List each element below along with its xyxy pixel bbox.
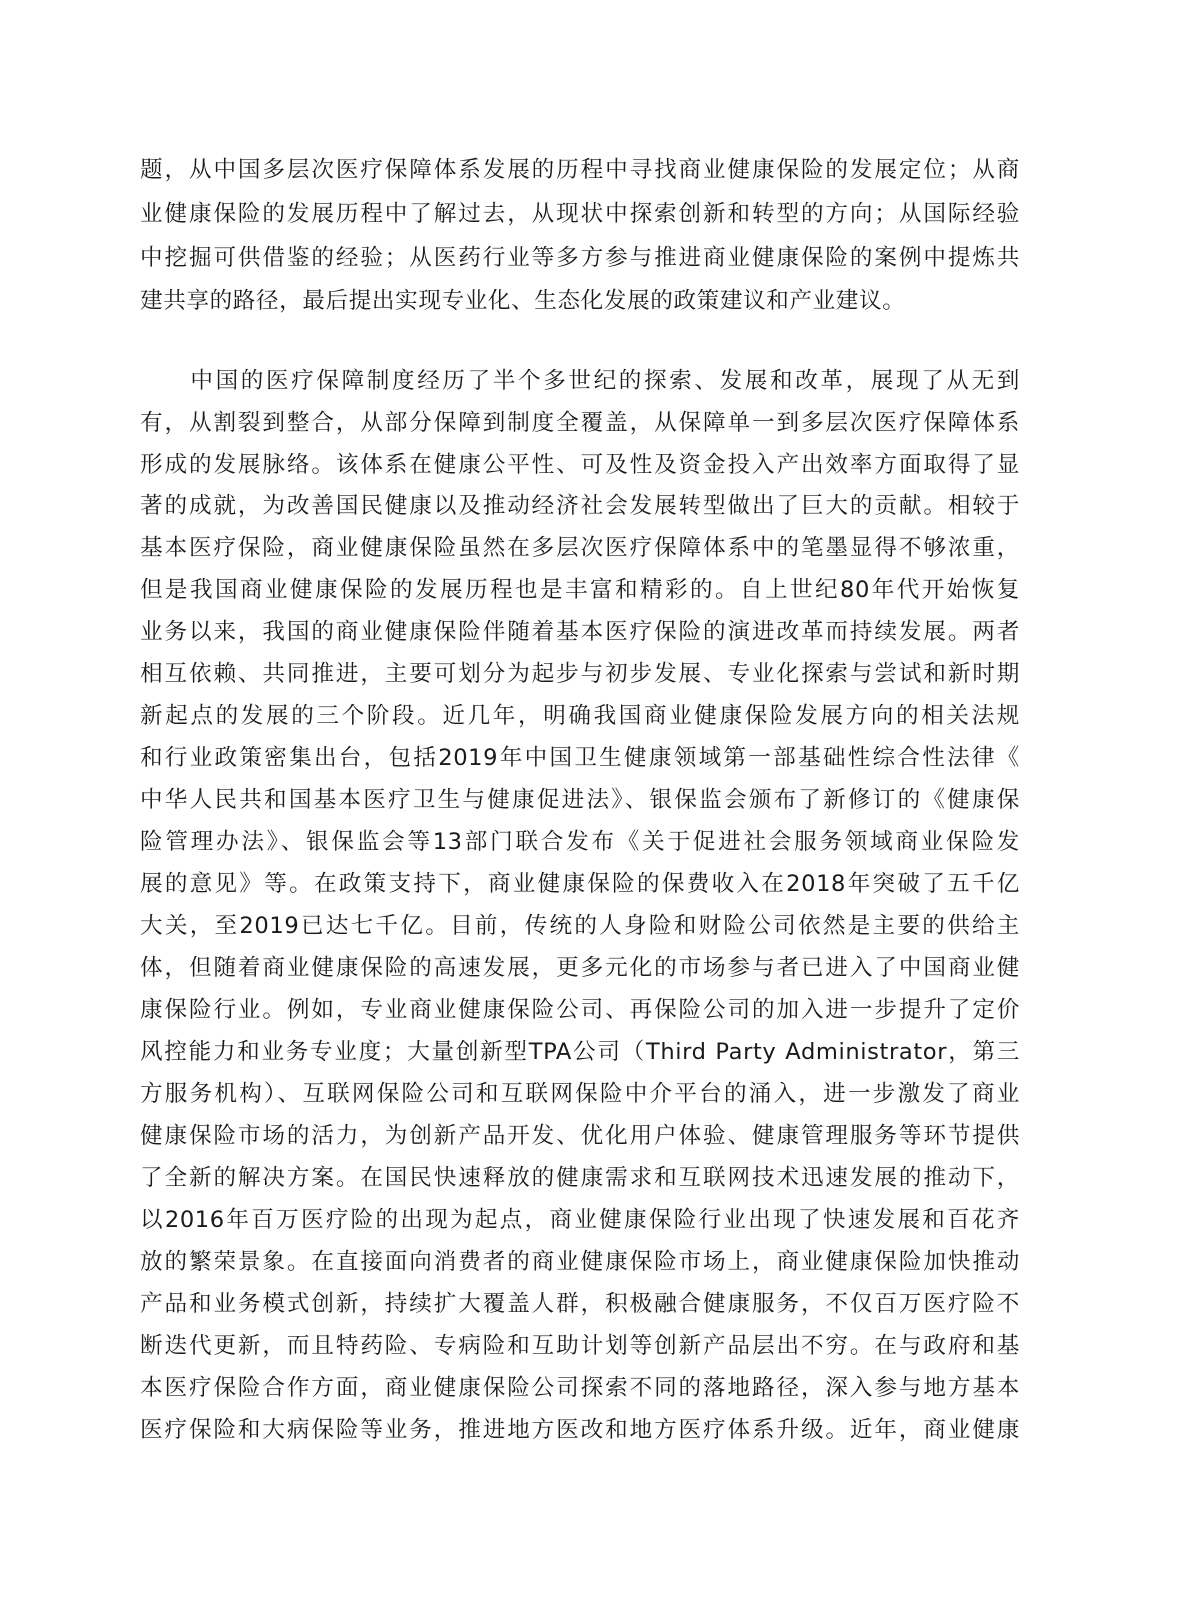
paragraph-1-line-1: 题，从中国多层次医疗保障体系发展的历程中寻找商业健康保险的发展定位；从商 (140, 157, 1020, 183)
paragraph-2-line-20: 了全新的解决方案。在国民快速释放的健康需求和互联网技术迅速发展的推动下， (140, 1165, 1020, 1191)
paragraph-2-line-4: 著的成就，为改善国民健康以及推动经济社会发展转型做出了巨大的贡献。相较于 (140, 493, 1020, 519)
paragraph-2-line-22: 放的繁荣景象。在直接面向消费者的商业健康保险市场上，商业健康保险加快推动 (140, 1249, 1020, 1275)
paragraph-2-line-14: 大关，至2019已达七千亿。目前，传统的人身险和财险公司依然是主要的供给主 (140, 913, 1020, 939)
paragraph-2-line-5: 基本医疗保险，商业健康保险虽然在多层次医疗保障体系中的笔墨显得不够浓重， (140, 535, 1020, 561)
paragraph-2-line-3: 形成的发展脉络。该体系在健康公平性、可及性及资金投入产出效率方面取得了显 (140, 452, 1020, 478)
paragraph-2-line-13: 展的意见》等。在政策支持下，商业健康保险的保费收入在2018年突破了五千亿 (140, 871, 1020, 897)
paragraph-2-line-6: 但是我国商业健康保险的发展历程也是丰富和精彩的。自上世纪80年代开始恢复 (140, 577, 1020, 603)
paragraph-2-line-18: 方服务机构）、互联网保险公司和互联网保险中介平台的涌入，进一步激发了商业 (140, 1081, 1020, 1107)
paragraph-2-line-9: 新起点的发展的三个阶段。近几年，明确我国商业健康保险发展方向的相关法规 (140, 703, 1020, 729)
paragraph-2-line-16: 康保险行业。例如，专业商业健康保险公司、再保险公司的加入进一步提升了定价 (140, 997, 1020, 1023)
paragraph-2-line-10: 和行业政策密集出台，包括2019年中国卫生健康领域第一部基础性综合性法律《 (140, 745, 1020, 771)
paragraph-2-line-1: 中国的医疗保障制度经历了半个多世纪的探索、发展和改革，展现了从无到 (140, 368, 1020, 394)
paragraph-2-line-12: 险管理办法》、银保监会等13部门联合发布《关于促进社会服务领域商业保险发 (140, 829, 1020, 855)
paragraph-2-line-11: 中华人民共和国基本医疗卫生与健康促进法》、银保监会颁布了新修订的《健康保 (140, 787, 1020, 813)
paragraph-2-line-19: 健康保险市场的活力，为创新产品开发、优化用户体验、健康管理服务等环节提供 (140, 1123, 1020, 1149)
paragraph-2-line-17: 风控能力和业务专业度；大量创新型TPA公司（Third Party Administrator，第三 (140, 1039, 1020, 1065)
paragraph-2-line-15: 体，但随着商业健康保险的高速发展，更多元化的市场参与者已进入了中国商业健 (140, 955, 1020, 981)
paragraph-2-line-2: 有，从割裂到整合，从部分保障到制度全覆盖，从保障单一到多层次医疗保障体系 (140, 410, 1020, 436)
paragraph-2-line-8: 相互依赖、共同推进，主要可划分为起步与初步发展、专业化探索与尝试和新时期 (140, 661, 1020, 687)
paragraph-1-line-3: 中挖掘可供借鉴的经验；从医药行业等多方参与推进商业健康保险的案例中提炼共 (140, 245, 1020, 271)
paragraph-2-line-26: 医疗保险和大病保险等业务，推进地方医改和地方医疗体系升级。近年，商业健康 (140, 1417, 1020, 1443)
paragraph-1-line-4: 建共享的路径，最后提出实现专业化、生态化发展的政策建议和产业建议。 (140, 288, 906, 314)
paragraph-2-line-24: 断迭代更新，而且特药险、专病险和互助计划等创新产品层出不穷。在与政府和基 (140, 1333, 1020, 1359)
paragraph-1-line-2: 业健康保险的发展历程中了解过去，从现状中探索创新和转型的方向；从国际经验 (140, 201, 1020, 227)
paragraph-2-line-23: 产品和业务模式创新，持续扩大覆盖人群，积极融合健康服务，不仅百万医疗险不 (140, 1291, 1020, 1317)
paragraph-2-line-7: 业务以来，我国的商业健康保险伴随着基本医疗保险的演进改革而持续发展。两者 (140, 619, 1020, 645)
paragraph-2-line-25: 本医疗保险合作方面，商业健康保险公司探索不同的落地路径，深入参与地方基本 (140, 1375, 1020, 1401)
paragraph-2-line-21: 以2016年百万医疗险的出现为起点，商业健康保险行业出现了快速发展和百花齐 (140, 1207, 1020, 1233)
